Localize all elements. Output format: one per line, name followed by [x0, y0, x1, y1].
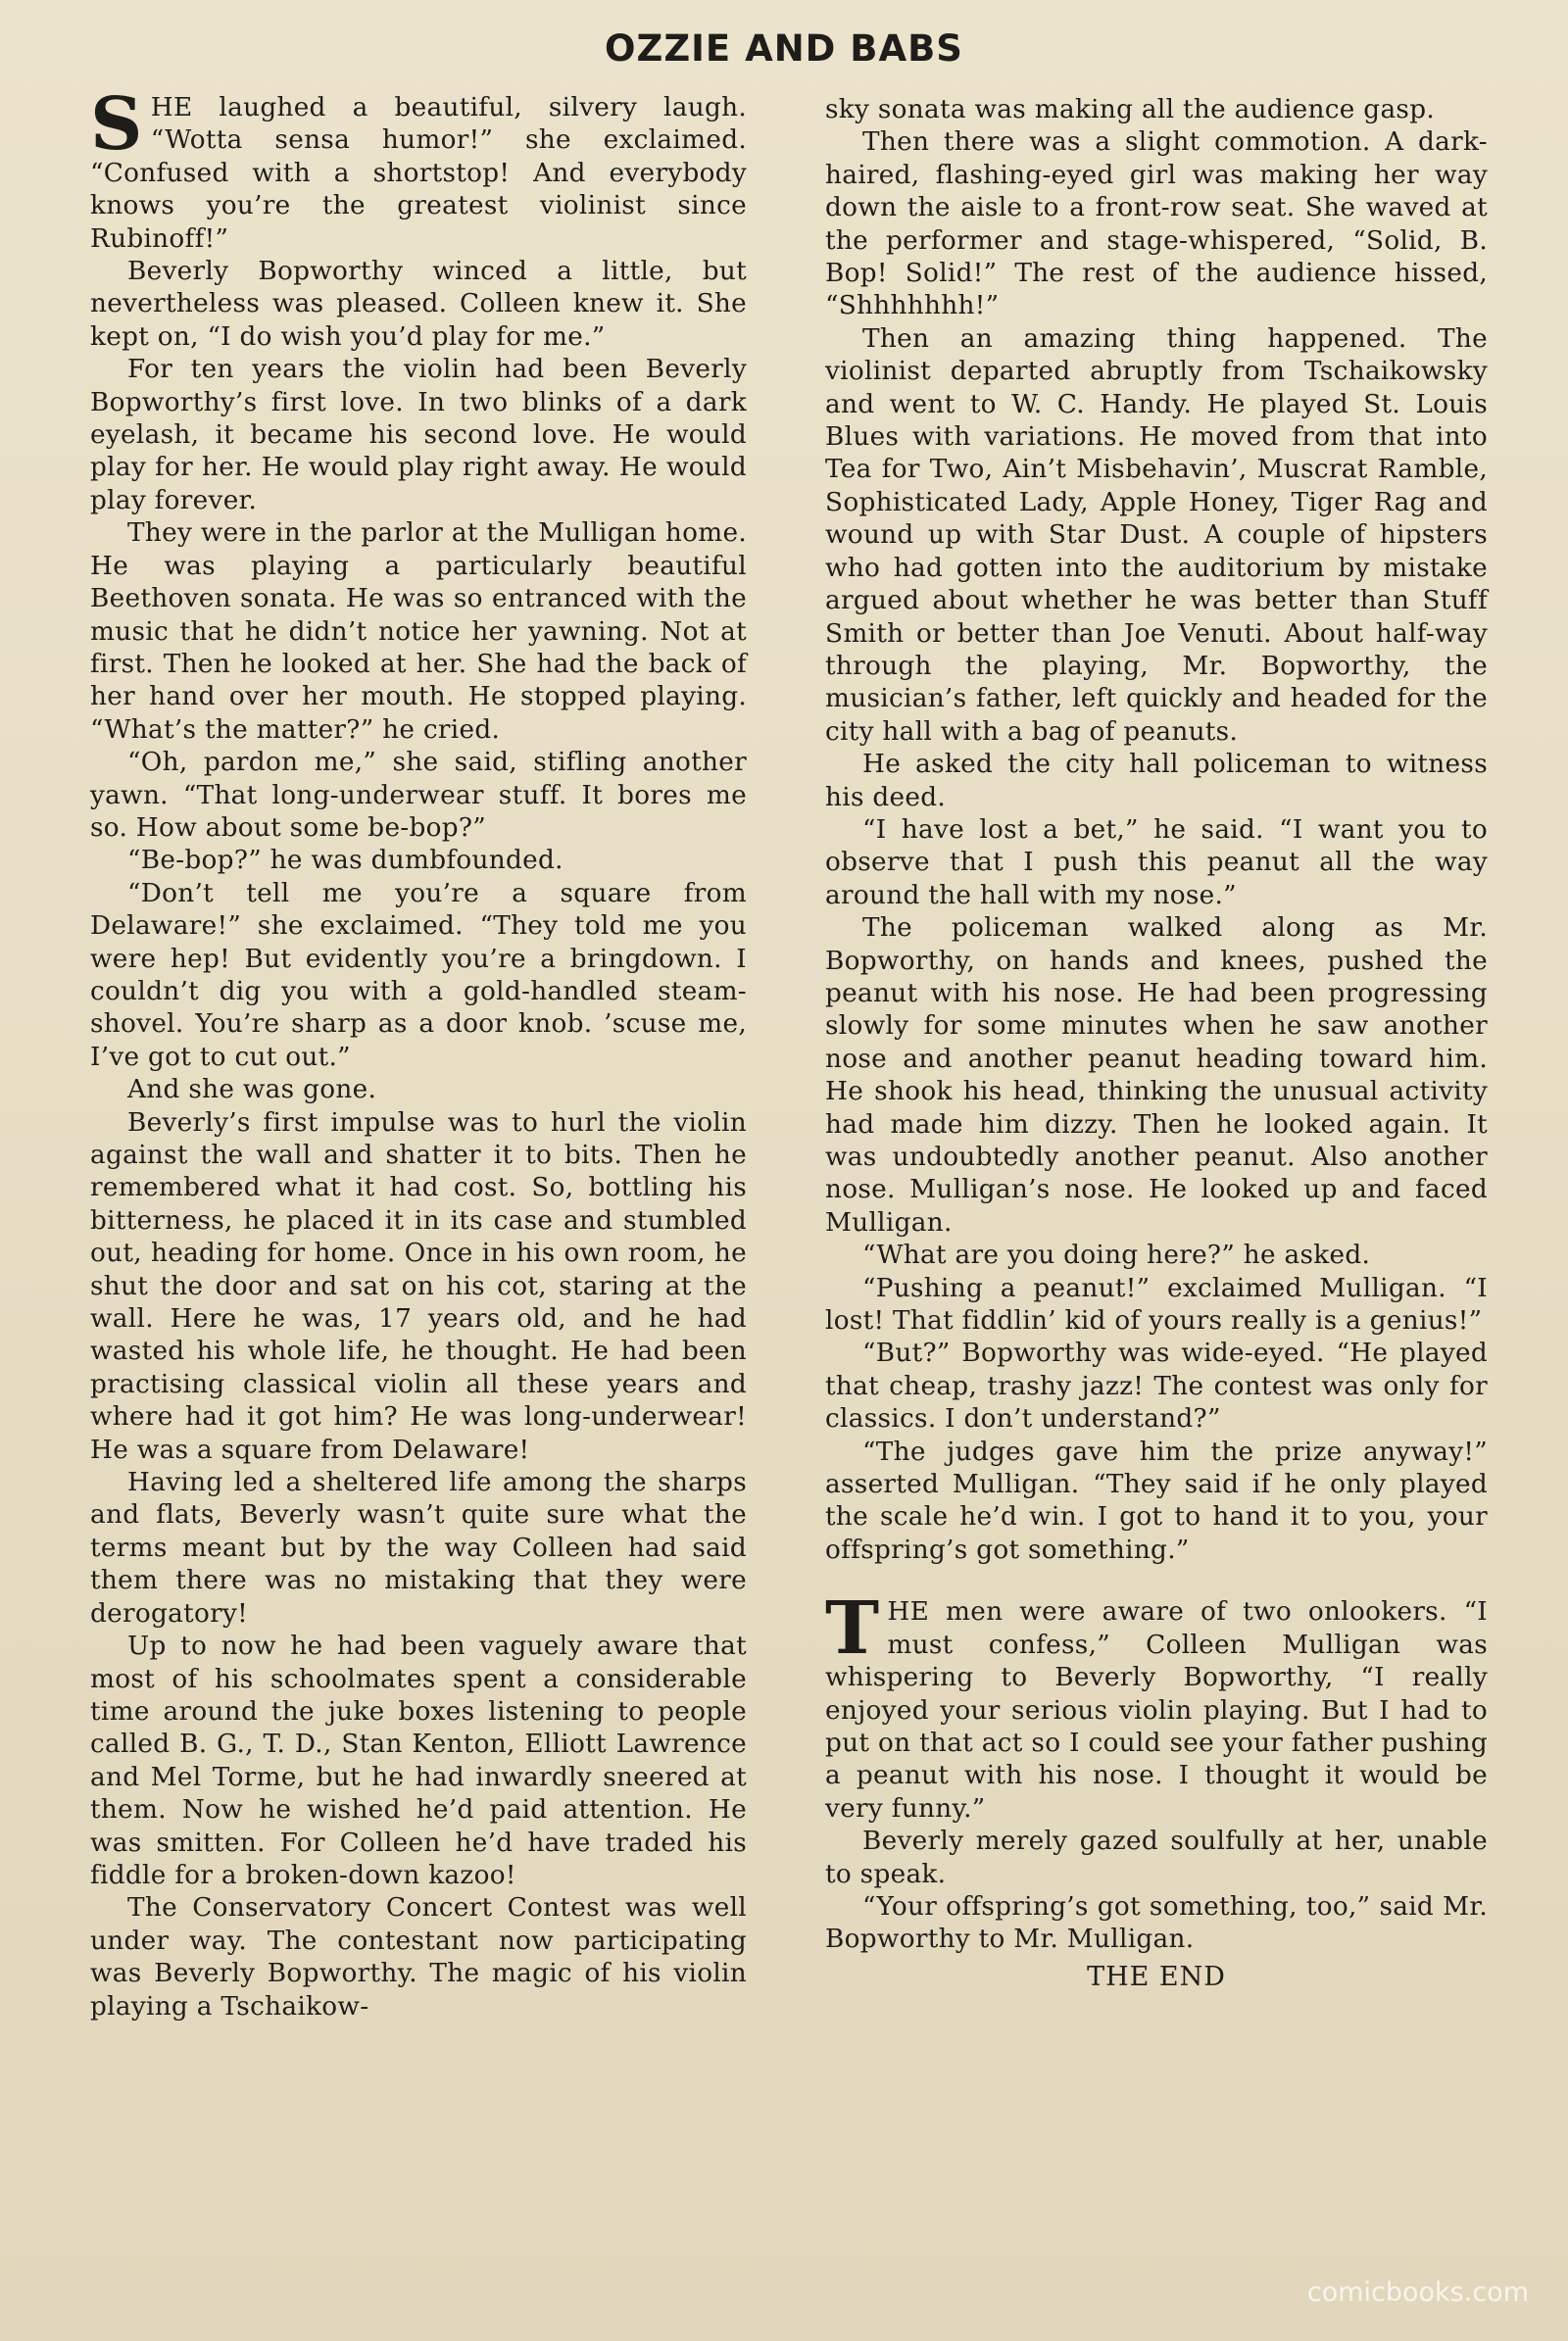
story-paragraph: [90, 82, 747, 256]
drop-cap-letter: T: [825, 1586, 880, 1672]
story-paragraph: [825, 1826, 1488, 1891]
paragraph-text: Then there was a slight commotion. A dark-haired, flashing-eyed girl was making her way down the aisle to a front-row seat. She waved at the performer and stage-whispered, “Solid, B. Bop! Solid!” The rest of the audience hissed, “Shhhhhhh!”: [825, 127, 1488, 321]
right-column: [825, 94, 1488, 1993]
story-paragraph: [90, 256, 747, 354]
paragraph-text: Up to now he had been vaguely aware that most of his schoolmates spent a considerable time around the juke boxes listening to people called B. G., T. D., Stan Kenton, Elliott Lawrence and Mel Torme, but he had inwardly sneered at them. Now he wished he’d paid attention. He was smitten. For Colleen he’d have traded his fiddle for a broken-down kazoo!: [90, 1632, 747, 1890]
paragraph-text: HE laughed a beautiful, silvery laugh. “Wotta sensa humor!” she exclaimed. “Confused with a shortstop! And everybody knows you’re the greatest violinist since Rubinoff!”: [90, 93, 747, 254]
story-paragraph: [825, 126, 1488, 322]
paragraph-text: “What are you doing here?” he asked.: [862, 1241, 1371, 1271]
story-paragraph: [825, 1240, 1488, 1272]
story-paragraph: [90, 1467, 747, 1631]
paragraph-text: The Conservatory Concert Contest was well under way. The contestant now participating was Beverly Bopworthy. The magic of his violin playing a Tschaikow-: [90, 1893, 747, 2022]
story-paragraph: [825, 814, 1488, 912]
paragraph-text: “Don’t tell me you’re a square from Delaware!” she exclaimed. “They told me you were hep! But evidently you’re a bringdown. I couldn’t dig you with a gold-handled steam-shovel. You’re sharp as a door knob. ’scuse me, I’ve got to cut out.”: [90, 878, 747, 1072]
paragraph-text: “Oh, pardon me,” she said, stifling another yawn. “That long-underwear stuff. It bores me so. How about some be-bop?”: [90, 748, 747, 843]
story-paragraph: [90, 878, 747, 1074]
story-paragraph: [825, 323, 1488, 749]
story-paragraph: [90, 747, 747, 845]
paragraph-text: “I have lost a bet,” he said. “I want you to observe that I push this peanut all the way around the hall with my nose.”: [825, 814, 1488, 910]
paragraph-text: Beverly’s first impulse was to hurl the violin against the wall and shatter it to bits. Then he remembered what it had cost. So, bottling his bitterness, he placed it in its case and stumbled out, heading for home. Once in his own room, he shut the door and sat on his cot, staring at the wall. Here he was, 17 years old, and he had wasted his whole life, he thought. He had been practising classical violin all these years and where had it got him? He was long-underwear! He was a square from Delaware!: [90, 1107, 747, 1465]
story-paragraph: [825, 94, 1488, 126]
paragraph-text: And she was gone.: [127, 1075, 377, 1105]
story-paragraph: [825, 749, 1488, 814]
story-paragraph: [825, 1273, 1488, 1339]
paragraph-text: Beverly Bopworthy winced a little, but nevertheless was pleased. Colleen knew it. She kept on, “I do wish you’d play for me.”: [90, 257, 747, 352]
paragraph-text: sky sonata was making all the audience gasp.: [825, 95, 1436, 124]
story-paragraph: [825, 912, 1488, 1240]
story-paragraph: [825, 1586, 1488, 1826]
paragraph-text: Then an amazing thing happened. The violinist departed abruptly from Tschaikowsky and went to W. C. Handy. He played St. Louis Blues with variations. He moved from that into Tea for Two, Ain’t Misbehavin’, Muscrat Ramble, Sophisticated Lady, Apple Honey, Tiger Rag and wound up with Star Dust. A couple of hipsters who had gotten into the auditorium by mistake argued about whether he was better than Stuff Smith or better than Joe Venuti. About half-way through the playing, Mr. Bopworthy, the musician’s father, left quickly and headed for the city hall with a bag of peanuts.: [825, 323, 1488, 747]
left-column: [90, 82, 747, 2024]
paragraph-text: “Pushing a peanut!” exclaimed Mulligan. “I lost! That fiddlin’ kid of yours really is a genius!”: [825, 1273, 1488, 1337]
the-end-label: THE END: [1087, 1961, 1226, 1992]
paragraph-text: Beverly merely gazed soulfully at her, unable to speak.: [825, 1827, 1488, 1889]
paragraph-text: They were in the parlor at the Mulligan home. He was playing a particularly beautiful Beethoven sonata. He was so entranced with the music that he didn’t notice her yawning. Not at first. Then he looked at her. She had the back of her hand over her mouth. He stopped playing. “What’s the matter?” he cried.: [90, 518, 747, 745]
story-paragraph: [90, 1107, 747, 1467]
story-paragraph: [90, 1892, 747, 2024]
paragraph-text: “Be-bop?” he was dumbfounded.: [127, 846, 564, 876]
story-paragraph: [825, 1437, 1488, 1568]
story-paragraph: [825, 1891, 1488, 1957]
paragraph-text: “The judges gave him the prize anyway!” asserted Mulligan. “They said if he only played the scale he’d win. I got to hand it to you, your offspring’s got something.”: [825, 1437, 1488, 1565]
story-paragraph: [90, 1631, 747, 1892]
site-watermark: comicbooks.com: [1306, 2277, 1529, 2308]
paragraph-text: HE men were aware of two onlookers. “I must confess,” Colleen Mulligan was whispering to Beverly Bopworthy, “I really enjoyed your serious violin playing. But I had to put on that act so I could see your father pushing a peanut with his nose. I thought it would be very funny.”: [825, 1597, 1488, 1824]
story-paragraph: [90, 845, 747, 877]
story-paragraph: [90, 1074, 747, 1106]
story-paragraph: [90, 517, 747, 747]
paragraph-text: Having led a sheltered life among the sharps and flats, Beverly wasn’t quite sure what the terms meant but by the way Colleen had said them there was no mistaking that they were derogatory!: [90, 1468, 747, 1629]
paragraph-text: For ten years the violin had been Beverly Bopworthy’s first love. In two blinks of a dark eyelash, it became his second love. He would play for her. He would play right away. He would play forever.: [90, 355, 747, 515]
paragraph-text: He asked the city hall policeman to witness his deed.: [825, 750, 1488, 812]
story-paragraph: [90, 354, 747, 517]
page-title: OZZIE AND BABS: [605, 27, 963, 70]
paragraph-text: “But?” Bopworthy was wide-eyed. “He played that cheap, trashy jazz! The contest was only for classics. I don’t understand?”: [825, 1339, 1488, 1435]
story-paragraph: [825, 1338, 1488, 1436]
paragraph-text: The policeman walked along as Mr. Bopworthy, on hands and knees, pushed the peanut with his nose. He had been progressing slowly for some minutes when he saw another nose and another peanut heading toward him. He shook his head, thinking the unusual activity had made him dizzy. Then he looked again. It was undoubtedly another peanut. Also another nose. Mulligan’s nose. He looked up and faced Mulligan.: [825, 913, 1488, 1238]
section-gap: [825, 1567, 1488, 1596]
drop-cap-letter: S: [90, 82, 143, 167]
paragraph-text: “Your offspring’s got something, too,” said Mr. Bopworthy to Mr. Mulligan.: [825, 1891, 1488, 1955]
